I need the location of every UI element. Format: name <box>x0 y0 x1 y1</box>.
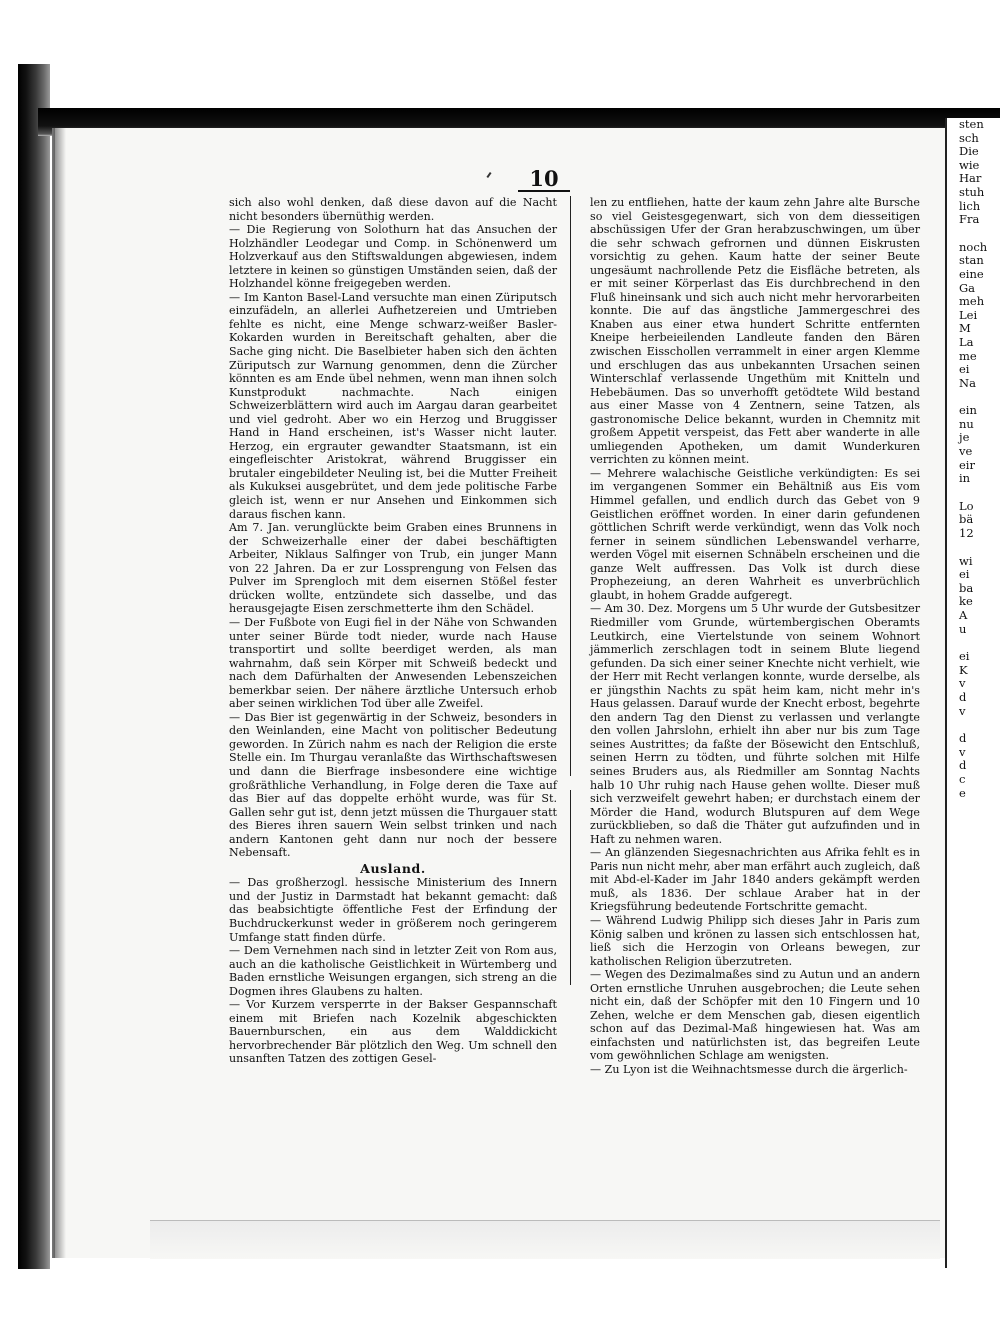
facing-page-line: ei <box>959 567 970 582</box>
facing-page-line: Die <box>959 144 979 159</box>
article-paragraph: — Die Regierung von Solothurn hat das Ansuchen der Holzhändler Leodegar und Comp. in Schönenwerd um Holzverkauf aus den Stiftswaldungen abgewiesen, indem letztere in keinen so günstigen Umständen seien, daß der Holzhandel könne freigegeben werden. <box>229 223 557 291</box>
facing-page-line: sch <box>959 130 979 145</box>
right-column <box>590 196 920 1077</box>
article-paragraph: Am 7. Jan. verunglückte beim Graben eines Brunnens in der Schweizerhalle einer der dabei beschäftigten Arbeiter, Niklaus Salfinger von Trub, ein junger Mann von 22 Jahren. Da er zur Lossprengung von Felsen das Pulver im Sprengloch mit dem eisernen Stößel fester drücken wollte, entzündete sich dasselbe, und das herausgejagte Eisen zerschmetterte ihm den Schädel. <box>229 521 557 616</box>
column-divider-upper <box>570 196 571 776</box>
article-paragraph: — Im Kanton Basel-Land versuchte man einen Züriputsch einzufädeln, an allerlei Aufhetzereien und Umtrieben fehlte es nicht, eine Menge schwarz-weißer Basler-Kokarden wurden in Bereitschaft gehalten, aber die Sache ging nicht. Die Baselbieter haben sich den ächten Züriputsch zur Warnung genommen, denn die Zürcher könnten es am Ende übel nehmen, wenn man ihnen solch Kunstprodukt nachmachte. Nach einigen Schweizerblättern wird auch im Aargau daran gearbeitet und viel gedroht. Aber wo ein Herzog und Bruggisser Hand in Hand erscheinen, ist's Wasser nicht lauter. Herzog, ein ergrauter gewandter Staatsmann, ist ein eingefleischter Aristokrat, während Bruggisser ein brutaler eingebildeter Neuling ist, bei die Mutter Freiheit als Kukuksei ausgebrütet, und dem jede politische Farbe gleich ist, wenn er nur Ansehen und Einkommen sich daraus fischen kann. <box>229 290 557 521</box>
facing-page-gap <box>947 486 1000 500</box>
facing-page-line: Ga <box>959 280 976 295</box>
column-divider-lower <box>570 790 571 985</box>
facing-page-line: lich <box>959 198 981 213</box>
article-paragraph: — Mehrere walachische Geistliche verkündigten: Es sei im vergangenen Sommer ein Behältniß aus Eis vom Himmel gefallen, und endlich durch das Gebet von 9 Geistlichen eröffnet worden. In einer darin gefundenen göttlichen Schrift werde verkündigt, wenn das Volk noch ferner in seinem sündlichen Lebenswandel verharre, werden Vögel mit eisernen Schnäbeln erscheinen und die ganze Welt auffressen. Das Volk ist durch diese Prophezeiung, an deren Wahrheit es unverbrüchlich glaubt, in hohem Gradde aufgeregt. <box>590 466 920 602</box>
facing-page-line: d <box>959 758 967 773</box>
facing-page-line: je <box>959 430 970 445</box>
article-paragraph: len zu entfliehen, hatte der kaum zehn Jahre alte Bursche so viel Geistesgegenwart, sich von dem diesseitigen abschüssigen Ufer der Gran herabzuschwingen, um über die sehr schwach gefrornen und dünnen Eiskrusten vorsichtig zu gehen. Kaum hatte der seiner Beute ungesäumt nachrollende Petz die Eisfläche betreten, als er mit seiner Körperlast das Eis durchbrechend in den Fluß hineinsank und sich auch nicht mehr hervorarbeiten konnte. Die auf das ängstliche Jammergeschrei des Knaben aus einer etwa hundert Schritte entfernten Kneipe herbeieilenden Landleute fanden den Bären zwischen Eisschollen verrammelt in einer argen Klemme und erschlugen das aus unbekannten Ursachen seinen Winterschlaf verlassende Ungethüm mit Knitteln und Hebebäumen. Das so unverhofft getödtete Wild bestand aus einer Masse von 4 Zentnern, seine Tatzen, als gastronomische Delice bekannt, wurden in Chemnitz mit großem Appetit verspeist, das Fett aber wanderte in alle umliegenden Apotheken, um damit Wunderkuren verrichten zu können meint. <box>590 196 920 467</box>
section-heading: Ausland. <box>360 860 426 876</box>
left-column <box>229 196 557 1066</box>
facing-page-line: sten <box>959 118 984 131</box>
page-number-rule <box>518 190 570 192</box>
facing-page-line: Lo <box>959 498 974 513</box>
facing-page-line: Lei <box>959 307 978 322</box>
article-paragraph: — Wegen des Dezimalmaßes sind zu Autun und an andern Orten ernstliche Unruhen ausgebrochen; die Leute sehen nicht ein, daß der Schöpfer mit den 10 Fingern und 10 Zehen, welche er dem Menschen gab, diesen eigentlich schon auf das Dezimal-Maß hingewiesen hat. Was am einfachsten und natürlichsten ist, das begreifen Leute vom gewöhnlichen Schlage am wenigsten. <box>590 968 920 1063</box>
facing-page-gap <box>947 541 1000 555</box>
article-paragraph: — Das großherzogl. hessische Ministerium des Innern und der Justiz in Darmstadt hat bekannt gemacht: daß das beabsichtigte öffentliche Fest der Erfindung der Buchdruckerkunst weder in größerem noch geringerem Umfange statt finden dürfe. <box>229 876 557 944</box>
facing-page-line: noch <box>959 239 988 254</box>
facing-page-line: ba <box>959 580 974 595</box>
article-paragraph: — Am 30. Dez. Morgens um 5 Uhr wurde der Gutsbesitzer Riedmiller vom Grunde, würtembergischen Oberamts Leutkirch, eine Viertelstunde von seinem Wohnort jämmerlich zerschlagen todt in seinem Blute liegend gefunden. Da sich einer seiner Knechte nicht verhielt, wie der Herr mit Recht verlangen konnte, wurde derselbe, als er jüngsthin Nachts zu spät heim kam, nicht mehr in's Haus gelassen. Darauf wurde der Knecht erbost, begehrte den andern Tag den Dienst zu verlassen und verlangte den vollen Jahrslohn, erhielt ihn aber nur bis zum Tage seines Austrittes; da faßte der Bösewicht den Entschluß, seinen Herrn zu tödten, und führte solchen mit Hilfe seines Bruders aus, als Riedmiller am Sonntag Nachts halb 10 Uhr ruhig nach Hause gehen wollte. Dieser muß sich verzweifelt gewehrt haben; er durchstach einem der Mörder die Hand, wodurch Blutspuren auf dem Wege zurückblieben, so daß die Thäter gut aufzufinden und in Haft zu nehmen waren. <box>590 602 920 846</box>
facing-page-line: M <box>959 321 971 336</box>
book-binding-shadow <box>18 64 50 1269</box>
facing-page-fragment <box>945 118 1000 1268</box>
article-paragraph: — Während Ludwig Philipp sich dieses Jahr in Paris zum König salben und krönen zu lassen sich entschlossen hat, ließ sich die Herzogin von Orleans bewegen, zur katholischen Religion überzutreten. <box>590 913 920 968</box>
facing-page-line: nu <box>959 416 974 431</box>
facing-page-gap <box>947 390 1000 404</box>
facing-page-line: d <box>959 689 967 704</box>
facing-page-line: stuh <box>959 184 985 199</box>
facing-page-line: La <box>959 334 974 349</box>
facing-page-gap <box>947 227 1000 241</box>
facing-page-line: c <box>959 771 966 786</box>
page-bottom-edge <box>150 1220 940 1259</box>
facing-page-line: stan <box>959 253 984 268</box>
facing-page-line: K <box>959 662 968 677</box>
facing-page-line: in <box>959 471 971 486</box>
facing-page-gap <box>947 636 1000 650</box>
facing-page-line: 12 <box>959 526 974 541</box>
article-paragraph: — An glänzenden Siegesnachrichten aus Afrika fehlt es in Paris nun nicht mehr, aber man erfährt auch zugleich, daß mit Abd-el-Kader im Jahr 1840 anders gekämpft werden muß, als 1836. Der schlaue Araber hat in der Kriegsführung bedeutende Fortschritte gemacht. <box>590 846 920 914</box>
facing-page-line: eir <box>959 457 975 472</box>
article-paragraph: — Das Bier ist gegenwärtig in der Schweiz, besonders in den Weinlanden, eine Macht von politischer Bedeutung geworden. In Zürich nahm es nach der Religion die erste Stelle ein. Im Thurgau veranlaßte das Wirthschaftswesen und dann die Bierfrage insbesondere eine wichtige großräthliche Verhandlung, in Folge deren die Taxe auf das Bier auf das doppelte erhöht wurde, was für St. Gallen sehr gut ist, denn jetzt müssen die Thurgauer statt des Bieres ihren sauern Wein selbst trinken und nach andern Kantonen geht dann nur noch der bessere Nebensaft. <box>229 710 557 860</box>
facing-page-line: v <box>959 676 966 691</box>
facing-page-line: Fra <box>959 212 980 227</box>
facing-page-line: ve <box>959 444 973 459</box>
facing-page-line: d <box>959 731 967 746</box>
page-gutter-shadow <box>52 128 66 1258</box>
facing-page-line: v <box>959 744 966 759</box>
facing-page-line: wi <box>959 553 973 568</box>
article-paragraph: — Vor Kurzem versperrte in der Bakser Gespannschaft einem mit Briefen nach Kozelnik abgeschickten Bauernburschen, ein aus dem Walddickicht hervorbrechender Bär plötzlich den Weg. Um schnell den unsanften Tatzen des zottigen Gesel- <box>229 998 557 1066</box>
facing-page-line: v <box>959 703 966 718</box>
facing-page-line: me <box>959 348 977 363</box>
facing-page-line: ei <box>959 362 970 377</box>
article-paragraph: sich also wohl denken, daß diese davon auf die Nacht nicht besonders übernüthig werden. <box>229 196 557 223</box>
facing-page-gap <box>947 718 1000 732</box>
facing-page-line: A <box>959 608 968 622</box>
facing-page-line: Har <box>959 171 982 186</box>
article-paragraph: — Dem Vernehmen nach sind in letzter Zeit von Rom aus, auch an die katholische Geistlichkeit in Würtemberg und Baden ernstliche Weisungen ergangen, sich streng an die Dogmen ihres Glaubens zu halten. <box>229 944 557 998</box>
facing-page-line: meh <box>959 294 985 309</box>
facing-page-line: Na <box>959 375 976 390</box>
facing-page-line: ke <box>959 594 973 609</box>
facing-page-line: eine <box>959 266 984 281</box>
article-paragraph: — Zu Lyon ist die Weihnachtsmesse durch die ärgerlich- <box>590 1063 908 1076</box>
facing-page-line: wie <box>959 157 980 172</box>
facing-page-line: e <box>959 785 966 800</box>
page-number: 10 <box>529 166 559 191</box>
facing-page-line: ein <box>959 403 977 418</box>
article-paragraph: — Der Fußbote von Eugi fiel in der Nähe von Schwanden unter seiner Bürde todt nieder, wurde nach Hause transportirt und sollte beerdiget werden, als man wahrnahm, daß sein Körper mit Schweiß bedeckt und nach dem Dafürhalten der Anwesenden Lebenszeichen bemerkbar seien. Der nähere ärztliche Untersuch erhob aber seinen wirklichen Tod über alle Zweifel. <box>229 615 557 711</box>
facing-page-line: bä <box>959 512 974 527</box>
facing-page-line: u <box>959 621 967 636</box>
facing-page-line: ei <box>959 649 970 664</box>
